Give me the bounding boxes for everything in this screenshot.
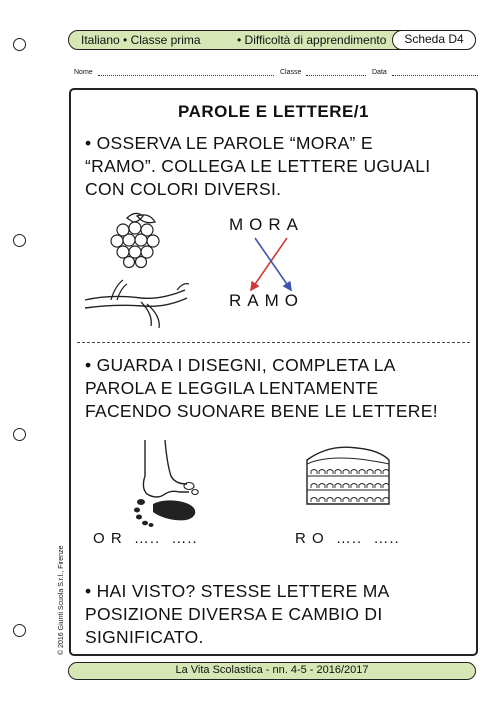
word-blank-left bbox=[93, 530, 204, 547]
copyright-note: © 2016 Giunti Scuola S.r.l., Firenze bbox=[58, 545, 65, 655]
blank-left-dots-1[interactable]: ….. bbox=[133, 530, 161, 547]
exercise2-line-2: PAROLA E LEGGILA LENTAMENTE bbox=[85, 378, 379, 398]
colosseum-icon bbox=[303, 438, 393, 510]
exercise3-line-1: • HAI VISTO? STESSE LETTERE MA bbox=[85, 581, 390, 601]
name-label: Nome bbox=[74, 69, 93, 76]
exercise2-line-1: • GUARDA I DISEGNI, COMPLETA LA bbox=[85, 355, 396, 375]
class-label: Classe bbox=[280, 69, 302, 76]
blank-right-dots-2[interactable]: ….. bbox=[373, 530, 400, 547]
footer-bar: La Vita Scolastica - nn. 4-5 - 2016/2017 bbox=[68, 662, 476, 680]
exercise3-instruction bbox=[85, 580, 390, 649]
name-field[interactable] bbox=[98, 75, 274, 76]
binder-hole-top bbox=[13, 38, 26, 51]
footprint-icon bbox=[131, 436, 211, 526]
sheet-badge: Scheda D4 bbox=[392, 30, 476, 50]
arrow-blue bbox=[255, 238, 291, 290]
exercise3-line-2: POSIZIONE DIVERSA E CAMBIO DI bbox=[85, 604, 383, 624]
blank-left-letters: O R bbox=[93, 530, 123, 547]
exercise3-line-3: SIGNIFICATO. bbox=[85, 627, 204, 647]
blackberry-icon bbox=[105, 210, 165, 270]
exercise2-instruction bbox=[85, 354, 438, 423]
blank-left-dots-2[interactable]: ….. bbox=[171, 530, 198, 547]
binder-hole-upper bbox=[13, 234, 26, 247]
class-field[interactable] bbox=[306, 75, 366, 76]
exercise1-line-2: “RAMO”. COLLEGA LE LETTERE UGUALI bbox=[85, 156, 431, 176]
blank-right-letters: R O bbox=[295, 530, 325, 547]
word-blank-right bbox=[295, 530, 406, 547]
branch-icon bbox=[81, 278, 191, 330]
worksheet-frame bbox=[69, 88, 478, 656]
header-topic: • Difficoltà di apprendimento bbox=[237, 33, 387, 47]
section-divider bbox=[77, 342, 470, 343]
exercise1-line-3: CON COLORI DIVERSI. bbox=[85, 179, 282, 199]
blank-right-dots-1[interactable]: ….. bbox=[335, 530, 363, 547]
exercise2-line-3: FACENDO SUONARE BENE LE LETTERE! bbox=[85, 401, 438, 421]
arrow-red bbox=[251, 238, 287, 290]
header-subject: Italiano • Classe prima bbox=[81, 33, 201, 47]
date-label: Data bbox=[372, 69, 387, 76]
name-class-date-row bbox=[74, 69, 479, 81]
worksheet-title: PAROLE E LETTERE/1 bbox=[178, 102, 369, 121]
exercise1-instruction bbox=[85, 132, 430, 201]
header-bar bbox=[68, 30, 476, 50]
letter-link-arrows bbox=[241, 236, 301, 296]
word-ramo: RAMO bbox=[229, 291, 304, 310]
binder-hole-lower bbox=[13, 428, 26, 441]
exercise1-line-1: • OSSERVA LE PAROLE “MORA” E bbox=[85, 133, 373, 153]
word-mora: MORA bbox=[229, 215, 304, 234]
binder-hole-bottom bbox=[13, 624, 26, 637]
date-field[interactable] bbox=[392, 75, 478, 76]
